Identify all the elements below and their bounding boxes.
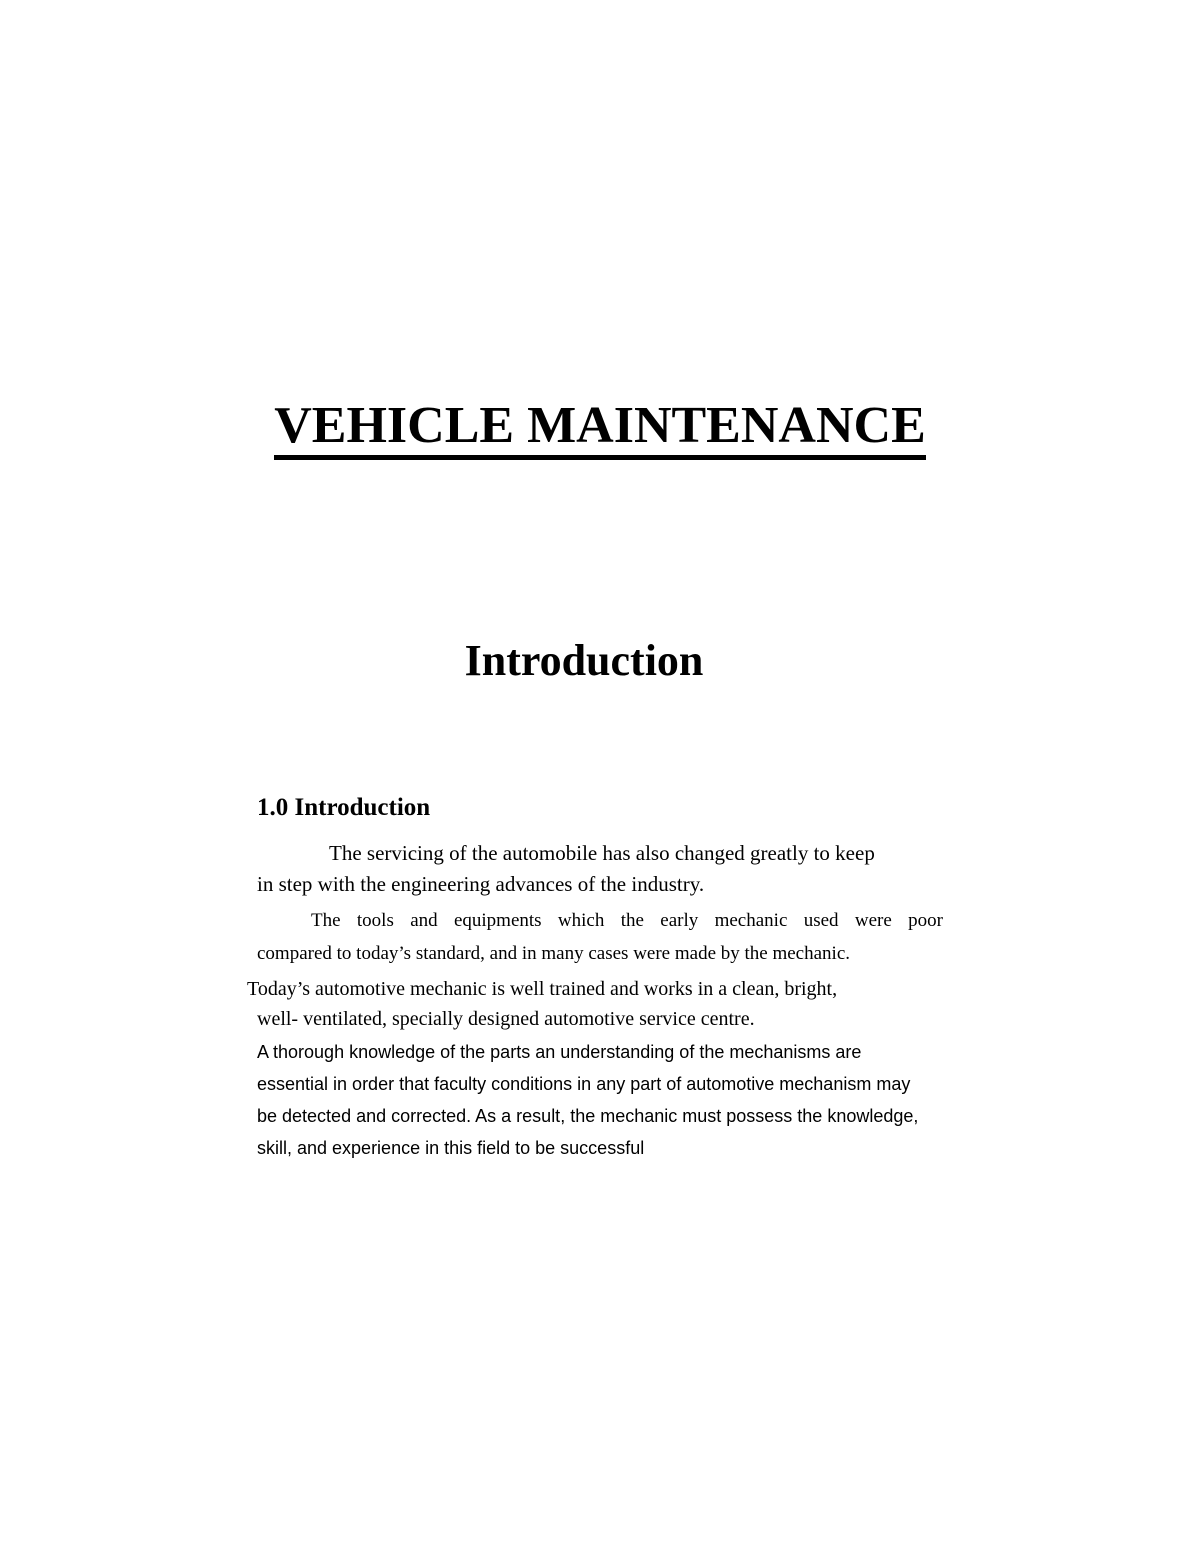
paragraph-1-line-1: The servicing of the automobile has also changed greatly to keep	[329, 841, 875, 865]
chapter-title: Introduction	[464, 636, 704, 685]
section-heading: 1.0 Introduction	[257, 794, 431, 821]
paragraph-4-line-2: essential in order that faculty conditions in any part of automotive mechanism may	[257, 1074, 911, 1094]
paragraph-4-line-1: A thorough knowledge of the parts an understanding of the mechanisms are	[257, 1042, 862, 1062]
paragraph-3-line-2: well- ventilated, specially designed automotive service centre.	[257, 1008, 755, 1030]
paragraph-4-line-4: skill, and experience in this field to be successful	[257, 1138, 645, 1158]
paragraph-4-line-3: be detected and corrected. As a result, the mechanic must possess the knowledge,	[257, 1106, 919, 1126]
paragraph-1-line-2: in step with the engineering advances of the industry.	[257, 872, 705, 896]
paragraph-3-line-1: Today’s automotive mechanic is well trained and works in a clean, bright,	[247, 978, 838, 1000]
paragraph-2-line-1: The tools and equipments which the early mechanic used were poor	[311, 910, 943, 931]
document-title-text: VEHICLE MAINTENANCE	[274, 397, 926, 460]
document-title	[0, 396, 1200, 460]
paragraph-2-line-2: compared to today’s standard, and in many cases were made by the mechanic.	[257, 943, 851, 964]
